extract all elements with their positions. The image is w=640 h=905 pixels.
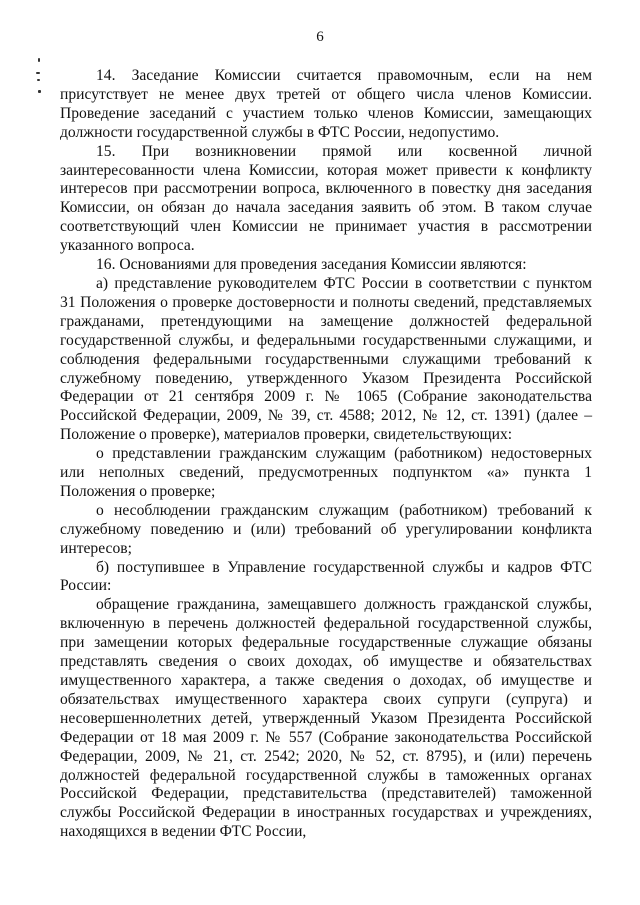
paragraph-14: 14. Заседание Комиссии считается правомочным, если на нем присутствует не менее двух третей от общего числа членов Комиссии. Проведение заседаний с участием только членов Комиссии, замещающих должности государственной службы в ФТС России, недопустимо.: [60, 67, 592, 141]
page-number: 6: [316, 29, 324, 45]
paragraph-16: 16. Основаниями для проведения заседания Комиссии являются:: [96, 256, 527, 274]
paragraph-16a-item-2: о несоблюдении гражданским служащим (работником) требований к служебному поведению и (или) требований об урегулировании конфликта интересов;: [60, 501, 592, 557]
paragraph-15: 15. При возникновении прямой или косвенной личной заинтересованности члена Комиссии, которая может привести к конфликту интересов при рассмотрении вопроса, включенного в повестку дня заседания Комиссии, он обязан до начала заседания заявить об этом. В таком случае соответствующий член Комиссии не принимает участия в рассмотрении указанного вопроса.: [60, 142, 592, 255]
document-body: [60, 67, 592, 842]
paragraph-16b-item-1: обращение гражданина, замещавшего должность гражданской службы, включенную в перечень должностей федеральной государственной службы, при замещении которых федеральные государственные служащие обязаны представлять сведения о своих доходах, об имуществе и обязательствах имущественного характера, а также сведения о доходах, об имуществе и обязательствах имущественного характера своих супруги (супруга) и несовершеннолетних детей, утвержденный Указом Президента Российской Федерации от 18 мая 2009 г. № 557 (Собрание законодательства Российской Федерации, 2009, № 21, ст. 2542; 2020, № 52, ст. 8795), и (или) перечень должностей федеральной государственной службы в таможенных органах Российской Федерации, представительства (представителей) таможенной службы Российской Федерации в иностранных государствах и учреждениях, находящихся в ведении ФТС России,: [60, 596, 592, 841]
paragraph-16b: б) поступившее в Управление государственной службы и кадров ФТС России:: [60, 558, 592, 595]
paragraph-16a: а) представление руководителем ФТС России в соответствии с пунктом 31 Положения о проверке достоверности и полноты сведений, представляемых гражданами, претендующими на замещение должностей федеральной государственной службы, и федеральными государственными служащими, и соблюдения федеральными государственными служащими требований к служебному поведению, утвержденного Указом Президента Российской Федерации от 21 сентября 2009 г. № 1065 (Собрание законодательства Российской Федерации, 2009, № 39, ст. 4588; 2012, № 12, ст. 1391) (далее – Положение о проверке), материалов проверки, свидетельствующих:: [60, 274, 592, 444]
paragraph-16a-item-1: о представлении гражданским служащим (работником) недостоверных или неполных сведений, предусмотренных подпунктом «а» пункта 1 Положения о проверке;: [60, 445, 592, 500]
margin-scan-marks: [36, 58, 44, 108]
